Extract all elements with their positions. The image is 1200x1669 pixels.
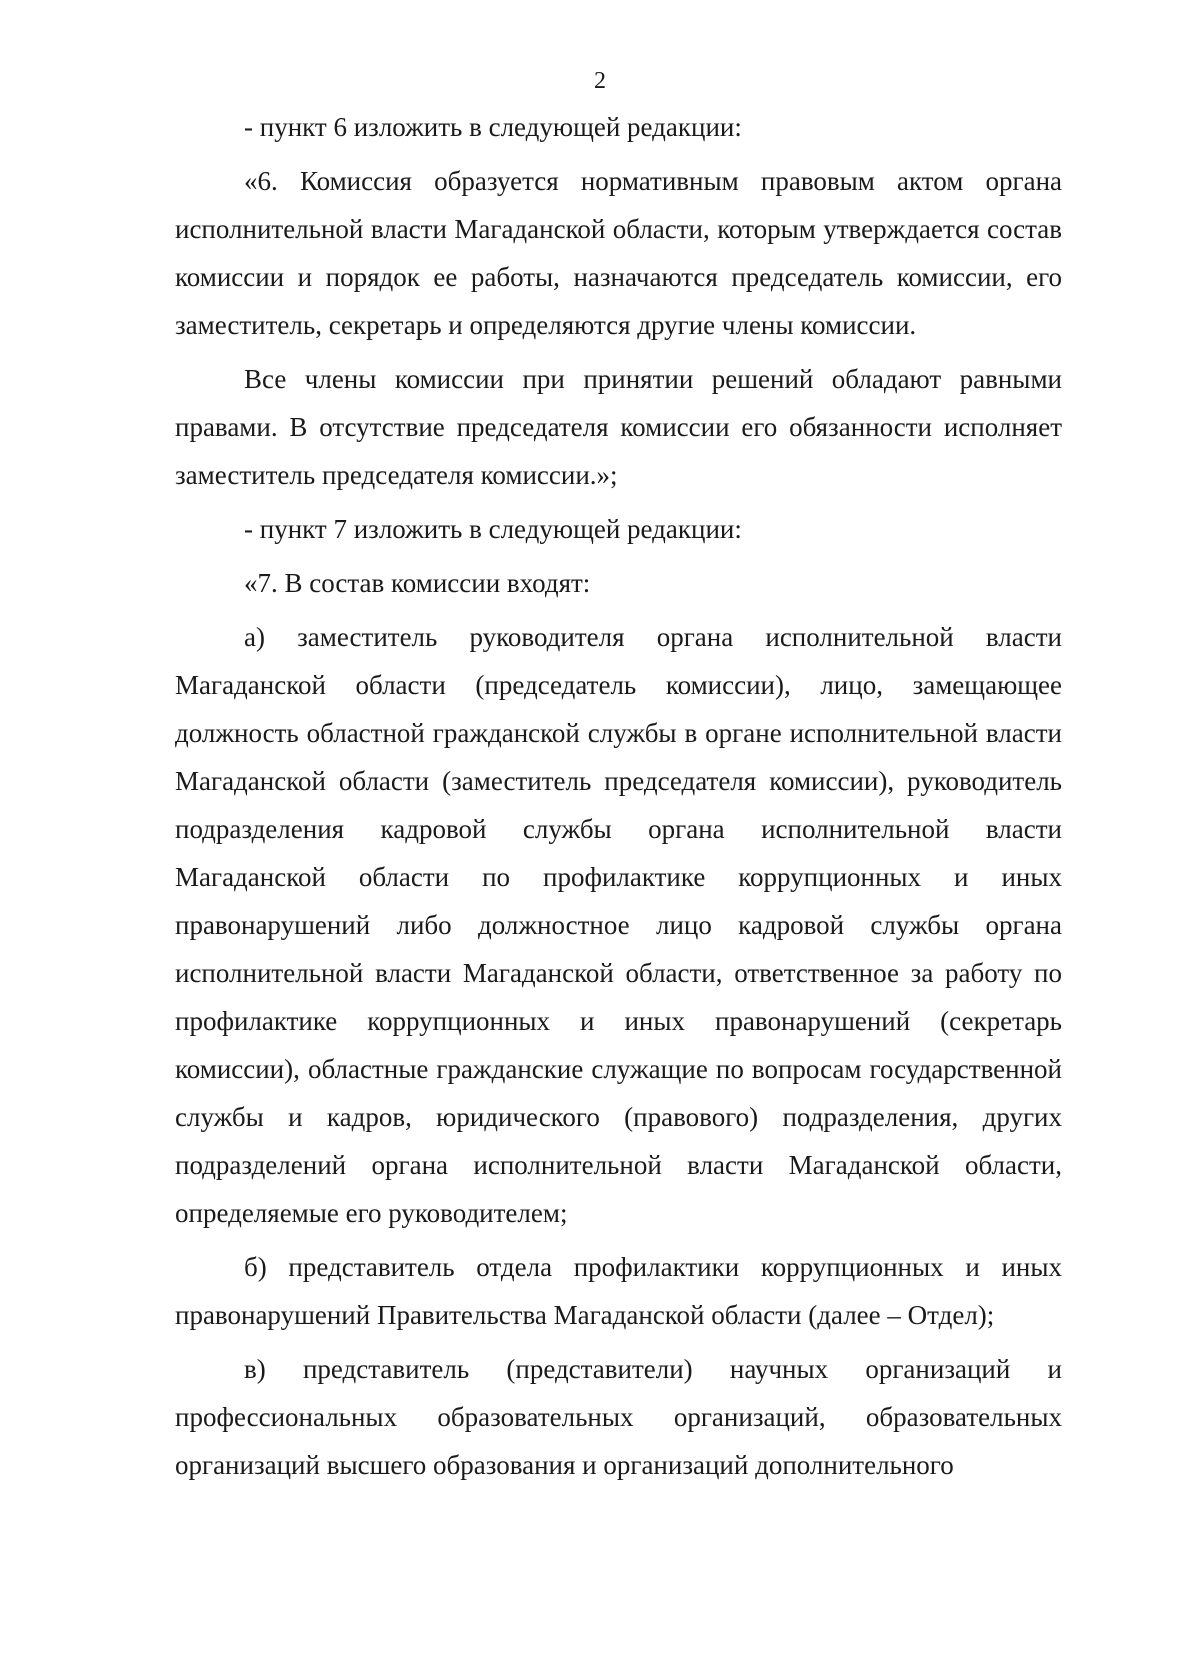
paragraph-item-6-heading: - пункт 6 изложить в следующей редакции: (244, 112, 742, 142)
paragraph-equal-rights: Все члены комиссии при принятии решений обладают равными правами. В отсутствие председателя комиссии его обязанности исполняет заместитель председателя комиссии.»; (175, 364, 1062, 490)
page-number: 2 (594, 68, 606, 94)
paragraph-subitem-v: в) представитель (представители) научных организаций и профессиональных образовательных организаций, образовательных организаций высшего образования и организаций дополнительного (175, 1354, 1062, 1480)
paragraph-subitem-a: а) заместитель руководителя органа исполнительной власти Магаданской области (председатель комиссии), лицо, замещающее должность областной гражданской службы в органе исполнительной власти Магаданской области (заместитель председателя комиссии), руководитель подразделения кадровой службы органа исполнительной власти Магаданской области по профилактике коррупционных и иных правонарушений либо должностное лицо кадровой службы органа исполнительной власти Магаданской области, ответственное за работу по профилактике коррупционных и иных правонарушений (секретарь комиссии), областные гражданские служащие по вопросам государственной службы и кадров, юридического (правового) подразделения, других подразделений органа исполнительной власти Магаданской области, определяемые его руководителем; (175, 622, 1062, 1228)
paragraph-subitem-b: б) представитель отдела профилактики коррупционных и иных правонарушений Правительства Магаданской области (далее – Отдел); (175, 1252, 1062, 1330)
document-body (175, 103, 1062, 1495)
paragraph-item-6-text: «6. Комиссия образуется нормативным правовым актом органа исполнительной власти Магаданской области, которым утверждается состав комиссии и порядок ее работы, назначаются председатель комиссии, его заместитель, секретарь и определяются другие члены комиссии. (175, 166, 1062, 340)
paragraph-item-7-heading: - пункт 7 изложить в следующей редакции: (244, 514, 742, 544)
paragraph-item-7-intro: «7. В состав комиссии входят: (244, 568, 591, 598)
